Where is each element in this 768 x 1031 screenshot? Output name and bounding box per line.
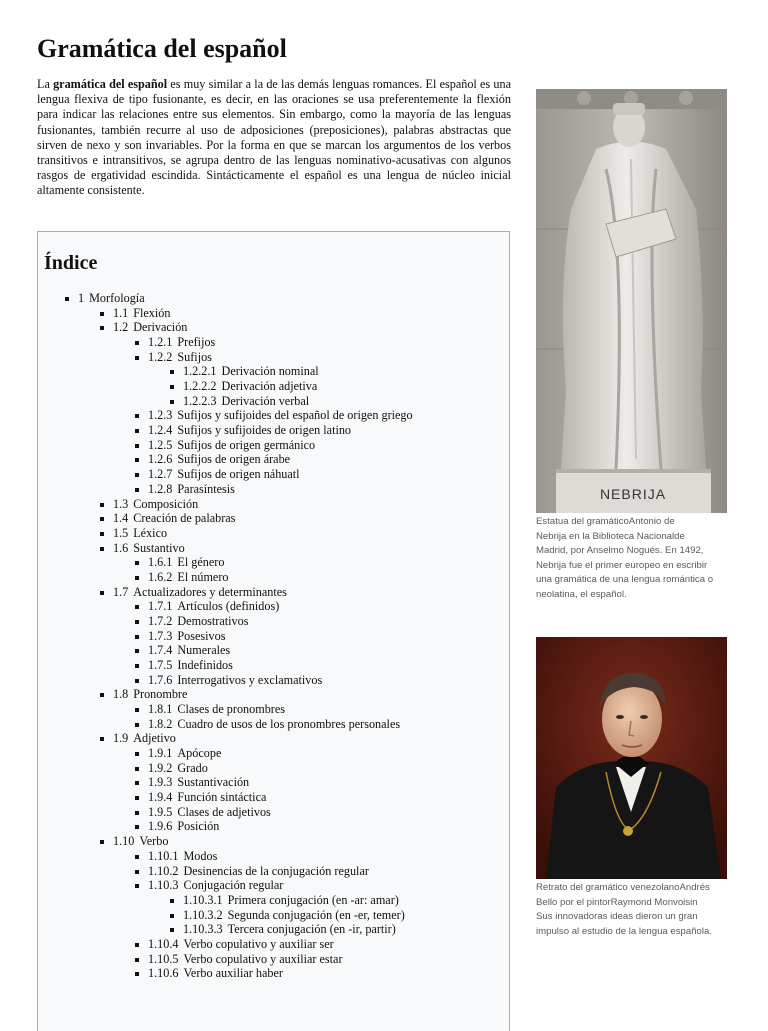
toc-item[interactable] xyxy=(183,379,317,394)
caption-line: impulso al estudio de la lengua española. xyxy=(536,925,713,937)
list-bullet xyxy=(135,796,139,800)
toc-item-label: Clases de pronombres xyxy=(177,702,286,717)
toc-item-label: Léxico xyxy=(133,525,168,540)
caption-line: una gramática de una lengua romántica o xyxy=(536,574,714,586)
toc-item-number: 1.1 xyxy=(113,305,129,320)
intro-bold-term: gramática del español xyxy=(53,77,168,91)
toc-item[interactable] xyxy=(148,775,249,790)
toc-item-label: Grado xyxy=(177,760,208,775)
toc-item[interactable] xyxy=(148,599,279,614)
list-bullet xyxy=(135,649,139,653)
list-bullet xyxy=(135,870,139,874)
toc-item-label: El género xyxy=(177,555,225,570)
toc-item[interactable] xyxy=(78,291,145,306)
list-bullet xyxy=(170,899,174,903)
toc-item-label: Morfología xyxy=(89,291,145,305)
toc-item-label: Derivación adjetiva xyxy=(221,379,318,394)
toc-item-label: Verbo xyxy=(139,834,169,849)
caption-line: Nebrija fue el primer europeo en escribir xyxy=(536,559,708,571)
caption-line: Nebrija en la Biblioteca Nacionalde xyxy=(536,530,685,542)
toc-item[interactable] xyxy=(148,555,224,570)
toc-item[interactable] xyxy=(148,849,217,864)
toc-item-label: Sufijos xyxy=(177,349,212,364)
toc-item-label: Modos xyxy=(183,848,218,863)
list-bullet xyxy=(135,884,139,888)
toc-item-number: 1.10.3.3 xyxy=(183,922,223,937)
toc-item[interactable] xyxy=(148,335,215,350)
toc-item-label: Flexión xyxy=(133,305,171,320)
list-bullet xyxy=(100,532,104,536)
caption-line: Madrid, por Anselmo Nogués. En 1492, xyxy=(536,545,704,557)
list-bullet xyxy=(100,312,104,316)
toc-item-label: Conjugación regular xyxy=(183,878,284,893)
toc-item[interactable] xyxy=(113,585,287,600)
toc-item-label: Tercera conjugación (en -ir, partir) xyxy=(227,922,396,937)
toc-item-label: Derivación nominal xyxy=(221,364,319,379)
toc-item[interactable] xyxy=(183,922,396,937)
toc-item-number: 1.10 xyxy=(113,834,135,849)
toc-item-number: 1.9.6 xyxy=(148,819,173,834)
toc-item-number: 1.3 xyxy=(113,496,129,511)
toc-item[interactable] xyxy=(148,790,266,805)
toc-item-number: 1.10.6 xyxy=(148,966,179,981)
list-bullet xyxy=(135,664,139,668)
toc-item[interactable] xyxy=(113,320,187,335)
toc-item-number: 1.9.4 xyxy=(148,790,173,805)
list-bullet xyxy=(135,341,139,345)
toc-item[interactable] xyxy=(113,306,170,321)
list-bullet xyxy=(100,737,104,741)
toc-item-number: 1.10.2 xyxy=(148,863,179,878)
toc-item[interactable] xyxy=(148,878,283,893)
list-bullet xyxy=(135,444,139,448)
list-bullet xyxy=(135,576,139,580)
intro-text: es muy similar a la de las demás lenguas romances. El español es una lengua flexiva de tipo fusionante, es decir, en las oraciones se usa preferentemente la flexión para indicar las relaciones entre sus elementos. Sin embargo, como la mayoría de las lenguas fusionantes, también recurre al uso de adposiciones (preposiciones), palabras abstractas que sirven de nexo y son invariables. Por la forma en que se marcan los argumentos de los verbos transitivos e intransitivos, se agrupa dentro de las lenguas nominativo-acusativas con algunos rasgos de ergatividad escindida. Sintácticamente el español es una lengua de núcleo inicial altamente consistente. xyxy=(37,77,511,198)
toc-item-label: Sufijos de origen germánico xyxy=(177,437,316,452)
bello-figure xyxy=(536,637,728,947)
toc-item[interactable] xyxy=(113,511,235,526)
toc-item-number: 1.6 xyxy=(113,540,129,555)
list-bullet xyxy=(170,400,174,404)
toc-item-label: Primera conjugación (en -ar: amar) xyxy=(227,892,399,907)
list-bullet xyxy=(100,840,104,844)
toc-item[interactable] xyxy=(148,438,315,453)
toc-item-label: Derivación xyxy=(133,320,188,335)
toc-item-label: Verbo copulativo y auxiliar ser xyxy=(183,936,334,951)
caption-line: Bello por el pintorRaymond Monvoisin xyxy=(536,896,698,908)
toc-item[interactable] xyxy=(148,570,228,585)
toc-item-number: 1.7.6 xyxy=(148,672,173,687)
toc-item[interactable] xyxy=(113,687,187,702)
toc-item-label: Indefinidos xyxy=(177,658,233,672)
toc-item-label: Sufijos y sufijoides de origen latino xyxy=(177,423,352,438)
toc-item-number: 1.10.5 xyxy=(148,951,179,966)
nebrija-statue-image[interactable] xyxy=(536,89,727,513)
toc-item[interactable] xyxy=(148,952,343,967)
toc-item-number: 1.10.3.1 xyxy=(183,892,223,907)
toc-item-number: 1.9.2 xyxy=(148,760,173,775)
toc-item[interactable] xyxy=(148,966,283,981)
toc-item-label: Posición xyxy=(177,819,220,834)
toc-item-number: 1.6.2 xyxy=(148,569,173,584)
toc-item-label: Desinencias de la conjugación regular xyxy=(183,863,369,878)
list-bullet xyxy=(135,561,139,565)
toc-item-label: Posesivos xyxy=(177,628,226,643)
toc-item[interactable] xyxy=(183,394,309,409)
toc-item-label: Clases de adjetivos xyxy=(177,804,271,819)
toc-item[interactable] xyxy=(148,467,300,482)
toc-item-number: 1.10.1 xyxy=(148,848,179,863)
list-bullet xyxy=(135,943,139,947)
toc-item-label: Apócope xyxy=(177,746,222,761)
caption-line: Retrato del gramático venezolanoAndrés xyxy=(536,882,710,893)
toc-item-number: 1.7.3 xyxy=(148,628,173,643)
page-title: Gramática del español xyxy=(37,34,287,63)
list-bullet xyxy=(135,811,139,815)
caption-line: Estatua del gramáticoAntonio de xyxy=(536,516,675,527)
list-bullet xyxy=(135,708,139,712)
list-bullet xyxy=(135,635,139,639)
toc-item[interactable] xyxy=(148,452,290,467)
toc-item-label: El número xyxy=(177,569,229,584)
toc-item-label: Creación de palabras xyxy=(133,511,236,526)
toc-item-label: Sustantivación xyxy=(177,775,250,790)
intro-prefix: La xyxy=(37,77,54,91)
toc-item-label: Parasíntesis xyxy=(177,481,235,496)
toc-item-number: 1.9.1 xyxy=(148,746,173,761)
toc-item-number: 1.2.4 xyxy=(148,423,173,438)
toc-item-label: Demostrativos xyxy=(177,613,249,628)
toc-item-number: 1.2 xyxy=(113,320,129,335)
toc-item-number: 1.2.2 xyxy=(148,349,173,364)
intro-paragraph xyxy=(37,77,511,199)
toc-item[interactable] xyxy=(148,673,322,688)
toc-item-label: Pronombre xyxy=(133,687,188,702)
list-bullet xyxy=(100,591,104,595)
nebrija-figure xyxy=(536,89,728,609)
toc-item-number: 1.2.7 xyxy=(148,467,173,482)
list-bullet xyxy=(135,473,139,477)
toc-item-label: Verbo auxiliar haber xyxy=(183,966,283,981)
toc-item[interactable] xyxy=(148,819,219,834)
toc-item-number: 1.9.5 xyxy=(148,804,173,819)
list-bullet xyxy=(100,693,104,697)
toc-item-number: 1.2.1 xyxy=(148,335,173,350)
toc-item-number: 1.10.3 xyxy=(148,878,179,893)
toc-item[interactable] xyxy=(113,834,168,849)
toc-item-label: Sufijos y sufijoides del español de origen griego xyxy=(177,408,413,423)
toc-item-number: 1.6.1 xyxy=(148,555,173,570)
toc-item[interactable] xyxy=(148,746,221,761)
toc-item-number: 1.9 xyxy=(113,731,129,746)
toc-item-number: 1.7.4 xyxy=(148,643,173,658)
list-bullet xyxy=(135,767,139,771)
toc-item-label: Adjetivo xyxy=(133,731,176,746)
toc-item-number: 1.8.1 xyxy=(148,702,173,717)
list-bullet xyxy=(135,429,139,433)
toc-item[interactable] xyxy=(148,937,334,952)
list-bullet xyxy=(65,297,69,301)
toc-item[interactable] xyxy=(148,423,351,438)
toc-item-number: 1.7 xyxy=(113,584,129,599)
toc-item-number: 1.2.3 xyxy=(148,408,173,423)
toc-item-label: Numerales xyxy=(177,643,231,658)
list-bullet xyxy=(170,370,174,374)
toc-item-label: Segunda conjugación (en -er, temer) xyxy=(227,907,405,922)
toc-item[interactable] xyxy=(148,702,285,717)
toc-item[interactable] xyxy=(148,805,271,820)
list-bullet xyxy=(135,414,139,418)
toc-item[interactable] xyxy=(148,614,248,629)
toc-item-label: Sufijos de origen náhuatl xyxy=(177,467,300,482)
toc-item-number: 1.7.5 xyxy=(148,658,173,672)
list-bullet xyxy=(100,517,104,521)
toc-item-label: Artículos (definidos) xyxy=(177,599,280,614)
toc-item-label: Función sintáctica xyxy=(177,790,267,805)
nebrija-caption xyxy=(536,515,728,603)
toc-item[interactable] xyxy=(148,350,212,365)
toc-item-label: Sufijos de origen árabe xyxy=(177,452,291,467)
bello-caption xyxy=(536,881,728,939)
toc-item[interactable] xyxy=(183,908,405,923)
list-bullet xyxy=(135,679,139,683)
toc-item[interactable] xyxy=(148,864,369,879)
list-bullet xyxy=(135,781,139,785)
toc-title: Índice xyxy=(44,252,98,274)
list-bullet xyxy=(100,326,104,330)
bello-portrait-image[interactable] xyxy=(536,637,727,879)
toc-item[interactable] xyxy=(183,364,319,379)
toc-item-number: 1.2.2.1 xyxy=(183,364,217,379)
list-bullet xyxy=(135,972,139,976)
toc-item[interactable] xyxy=(113,497,198,512)
toc-item[interactable] xyxy=(148,643,230,658)
toc-item[interactable] xyxy=(113,731,176,746)
toc-item-number: 1.9.3 xyxy=(148,775,173,790)
list-bullet xyxy=(135,458,139,462)
toc-item-number: 1.10.3.2 xyxy=(183,907,223,922)
caption-line: Sus innovadoras ideas dieron un gran xyxy=(536,911,698,923)
toc-item-number: 1.2.5 xyxy=(148,437,173,452)
toc-item[interactable] xyxy=(148,629,225,644)
list-bullet xyxy=(170,914,174,918)
caption-line: neolatina, el español. xyxy=(536,588,627,600)
toc-item-number: 1.8.2 xyxy=(148,716,173,731)
toc-item-number: 1.7.1 xyxy=(148,599,173,614)
toc-item[interactable] xyxy=(113,541,185,556)
toc-item[interactable] xyxy=(148,717,400,732)
nebrija-plaque-text: NEBRIJA xyxy=(599,486,667,502)
toc-item-number: 1.4 xyxy=(113,511,129,526)
list-bullet xyxy=(135,752,139,756)
toc-item-number: 1.2.2.3 xyxy=(183,393,217,408)
list-bullet xyxy=(170,385,174,389)
toc-item-number: 1.2.2.2 xyxy=(183,379,217,394)
toc-item-label: Cuadro de usos de los pronombres personales xyxy=(177,716,401,731)
table-of-contents xyxy=(37,231,510,1031)
toc-item-label: Actualizadores y determinantes xyxy=(133,584,287,599)
toc-item-label: Sustantivo xyxy=(133,540,185,555)
list-bullet xyxy=(100,503,104,507)
toc-item[interactable] xyxy=(113,526,167,541)
toc-item-label: Interrogativos y exclamativos xyxy=(177,672,323,687)
toc-item-number: 1.8 xyxy=(113,687,129,702)
list-bullet xyxy=(135,620,139,624)
list-bullet xyxy=(135,855,139,859)
toc-item-label: Verbo copulativo y auxiliar estar xyxy=(183,951,343,966)
toc-item[interactable] xyxy=(183,893,399,908)
toc-item[interactable] xyxy=(148,482,235,497)
list-bullet xyxy=(135,723,139,727)
toc-item-number: 1.10.4 xyxy=(148,936,179,951)
list-bullet xyxy=(135,605,139,609)
toc-item-number: 1.5 xyxy=(113,525,129,540)
list-bullet xyxy=(135,958,139,962)
toc-item[interactable] xyxy=(148,408,413,423)
toc-item-number: 1 xyxy=(78,291,85,305)
toc-item-label: Composición xyxy=(133,496,199,511)
list-bullet xyxy=(100,547,104,551)
list-bullet xyxy=(135,825,139,829)
toc-item-number: 1.2.6 xyxy=(148,452,173,467)
list-bullet xyxy=(170,928,174,932)
toc-item-label: Prefijos xyxy=(177,335,216,350)
toc-item[interactable] xyxy=(148,761,208,776)
toc-item[interactable] xyxy=(148,658,233,673)
toc-item-label: Derivación verbal xyxy=(221,393,310,408)
list-bullet xyxy=(135,356,139,360)
list-bullet xyxy=(135,488,139,492)
toc-item-number: 1.2.8 xyxy=(148,481,173,496)
toc-item-number: 1.7.2 xyxy=(148,613,173,628)
